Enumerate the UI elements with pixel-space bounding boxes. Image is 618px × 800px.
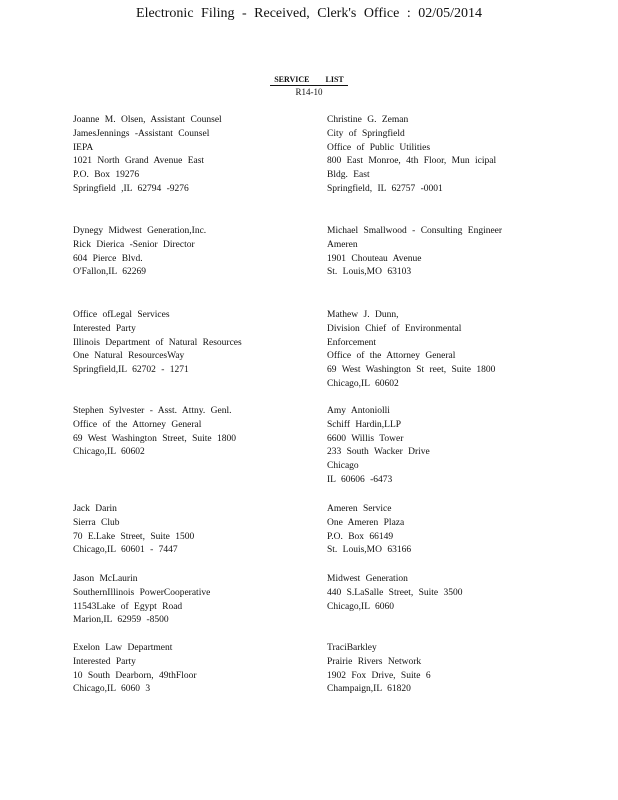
entry-line: Stephen Sylvester - Asst. Attny. Genl. — [73, 406, 232, 416]
filing-stamp-header: Electronic Filing - Received, Clerk's Office : 02/05/2014 — [136, 6, 482, 21]
entry-line: Chicago,IL 60602 — [327, 378, 399, 389]
entry-line: IEPA — [73, 142, 94, 153]
entry-line: City of Springfield — [327, 128, 405, 139]
entry-line: Ameren — [327, 239, 358, 250]
service-entry-attorney-general-dunn — [327, 309, 577, 392]
entry-line: Chicago,IL 6060 — [327, 601, 395, 612]
entry-line: One Natural ResourcesWay — [73, 351, 185, 362]
entry-line: Office ofLegal Services — [73, 310, 170, 320]
entry-line: Jack Darin — [73, 504, 117, 514]
entry-line: 11543Lake of Egypt Road — [73, 601, 183, 612]
entry-line: Joanne M. Olsen, Assistant Counsel — [73, 115, 222, 125]
entry-line: Springfield ,IL 62794 -9276 — [73, 183, 189, 194]
entry-line: 70 E.Lake Street, Suite 1500 — [73, 531, 195, 542]
service-entry-attorney-general-sylvester — [73, 405, 323, 460]
entry-line: St. Louis,MO 63166 — [327, 545, 412, 556]
service-entry-iepa — [73, 114, 323, 197]
entry-line: Chicago,IL 60602 — [73, 447, 145, 458]
entry-line: Rick Dierica -Senior Director — [73, 239, 195, 250]
entry-line: Amy Antoniolli — [327, 406, 390, 416]
service-entry-dynegy — [73, 225, 323, 280]
entry-line: 233 South Wacker Drive — [327, 447, 430, 458]
entry-line: Chicago,IL 60601 - 7447 — [73, 545, 178, 556]
entry-line: 6600 Willis Tower — [327, 433, 404, 444]
docket-number: R14-10 — [295, 87, 323, 97]
entry-line: JamesJennings -Assistant Counsel — [73, 128, 210, 139]
entry-line: Exelon Law Department — [73, 643, 173, 653]
entry-line: Chicago,IL 6060 3 — [73, 684, 151, 695]
entry-line: Office of Public Utilities — [327, 142, 431, 153]
entry-line: 604 Pierce Blvd. — [73, 253, 143, 264]
entry-line: Springfield, IL 62757 -0001 — [327, 183, 443, 194]
service-list-title-block — [0, 74, 618, 98]
entry-line: 69 West Washington St reet, Suite 1800 — [327, 365, 496, 376]
service-entry-exelon — [73, 642, 323, 697]
service-entry-midwest-generation — [327, 573, 577, 614]
entry-line: Enforcement — [327, 337, 377, 348]
entry-line: 1901 Chouteau Avenue — [327, 253, 422, 264]
entry-line: P.O. Box 66149 — [327, 531, 394, 542]
service-list-heading: SERVICE LIST — [270, 74, 348, 86]
service-entry-southern-illinois-power — [73, 573, 323, 628]
entry-line: Ameren Service — [327, 504, 392, 514]
service-entry-prairie-rivers — [327, 642, 577, 697]
service-entry-ameren-services — [327, 503, 577, 558]
entry-line: Marion,IL 62959 -8500 — [73, 615, 169, 626]
entry-line: 800 East Monroe, 4th Floor, Mun icipal — [327, 156, 497, 167]
entry-line: One Ameren Plaza — [327, 517, 405, 528]
entry-line: Bldg. East — [327, 170, 370, 181]
service-entry-idnr — [73, 309, 323, 378]
entry-line: Midwest Generation — [327, 574, 408, 584]
entry-line: Interested Party — [73, 656, 136, 667]
entry-line: Sierra Club — [73, 517, 120, 528]
entry-line: Division Chief of Environmental — [327, 323, 462, 334]
entry-line: SouthernIllinois PowerCooperative — [73, 587, 211, 598]
entry-line: Mathew J. Dunn, — [327, 310, 399, 320]
entry-line: 10 South Dearborn, 49thFloor — [73, 670, 197, 681]
entry-line: 1021 North Grand Avenue East — [73, 156, 205, 167]
entry-line: Springfield,IL 62702 - 1271 — [73, 365, 189, 376]
entry-line: O'Fallon,IL 62269 — [73, 267, 146, 278]
entry-line: Christine G. Zeman — [327, 115, 409, 125]
entry-line: P.O. Box 19276 — [73, 170, 140, 181]
entry-line: Prairie Rivers Network — [327, 656, 422, 667]
entry-line: Chicago — [327, 461, 359, 472]
entry-line: Jason McLaurin — [73, 574, 138, 584]
entry-line: 440 S.LaSalle Street, Suite 3500 — [327, 587, 463, 598]
entry-line: Schiff Hardin,LLP — [327, 419, 402, 430]
service-entry-city-of-springfield — [327, 114, 577, 197]
entry-line: 1902 Fox Drive, Suite 6 — [327, 670, 431, 681]
entry-line: Illinois Department of Natural Resources — [73, 337, 242, 348]
service-entry-sierra-club — [73, 503, 323, 558]
entry-line: Office of the Attorney General — [73, 419, 202, 430]
entry-line: Champaign,IL 61820 — [327, 684, 411, 695]
service-entry-ameren-engineer — [327, 225, 577, 280]
entry-line: TraciBarkley — [327, 643, 377, 653]
entry-line: Interested Party — [73, 323, 136, 334]
entry-line: St. Louis,MO 63103 — [327, 267, 412, 278]
entry-line: 69 West Washington Street, Suite 1800 — [73, 433, 237, 444]
entry-line: Dynegy Midwest Generation,Inc. — [73, 226, 207, 236]
entry-line: IL 60606 -6473 — [327, 474, 393, 485]
entry-line: Office of the Attorney General — [327, 351, 456, 362]
service-entry-schiff-hardin — [327, 405, 577, 488]
entry-line: Michael Smallwood - Consulting Engineer — [327, 226, 503, 236]
